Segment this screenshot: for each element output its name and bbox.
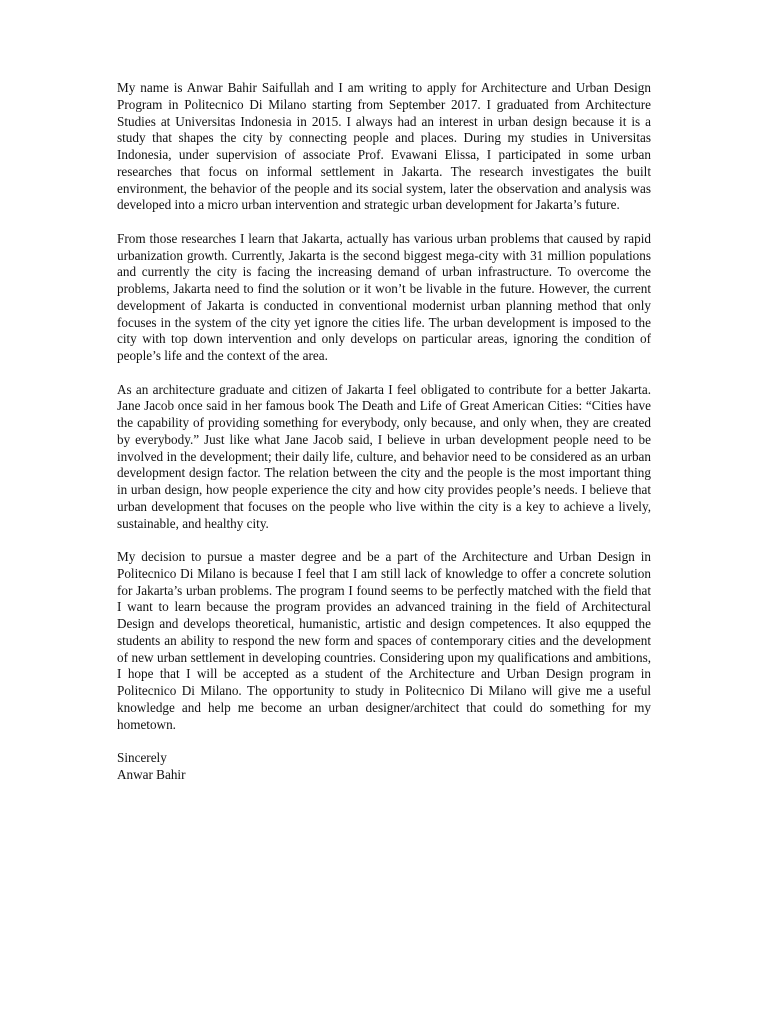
letter-closing-block xyxy=(117,750,651,784)
paragraph-program-choice: My decision to pursue a master degree and be a part of the Architecture and Urban Design in Politecnico Di Milano is because I feel that I am still lack of knowledge to offer a concrete solution for Jakarta’s urban problems. The program I found seems to be perfectly matched with the field that I want to learn because the program provides an advanced training in the field of Architectural Design and develops theoretical, humanistic, artistic and design competences. It also equpped the students an ability to respond the new form and spaces of contemporary cities and the development of new urban settlement in developing countries. Considering upon my qualifications and ambitions, I hope that I will be accepted as a student of the Architecture and Urban Design program in Politecnico Di Milano. The opportunity to study in Politecnico Di Milano will give me a useful knowledge and help me become an urban designer/architect that could do something for my hometown. xyxy=(117,549,651,732)
paragraph-introduction: My name is Anwar Bahir Saifullah and I am writing to apply for Architecture and Urban Design Program in Politecnico Di Milano starting from September 2017. I graduated from Architecture Studies at Universitas Indonesia in 2015. I always had an interest in urban design because it is a study that shapes the city by connecting people and places. During my studies in Universitas Indonesia, under supervision of associate Prof. Evawani Elissa, I participated in some urban researches that focus on informal settlement in Jakarta. The research investigates the built environment, the behavior of the people and its social system, later the observation and analysis was developed into a micro urban intervention and strategic urban development for Jakarta’s future. xyxy=(117,80,651,213)
closing-salutation: Sincerely xyxy=(117,750,167,765)
signature-name: Anwar Bahir xyxy=(117,766,186,782)
paragraph-jakarta-problems: From those researches I learn that Jakarta, actually has various urban problems that caused by rapid urbanization growth. Currently, Jakarta is the second biggest mega-city with 31 million populations and currently the city is facing the increasing demand of urban infrastructure. To overcome the problems, Jakarta need to find the solution or it won’t be livable in the future. However, the current development of Jakarta is conducted in conventional modernist urban planning method that only focuses in the system of the city yet ignore the cities life. The urban development is imposed to the city with top down intervention and only develops on particular areas, ignoring the condition of people’s life and the context of the area. xyxy=(117,230,651,363)
paragraph-motivation: As an architecture graduate and citizen of Jakarta I feel obligated to contribute for a better Jakarta. Jane Jacob once said in her famous book The Death and Life of Great American Cities: “Cities have the capability of providing something for everybody, only because, and only when, they are created by everybody.” Just like what Jane Jacob said, I believe in urban development people need to be involved in the development; their daily life, culture, and behavior need to be considered as an urban development design factor. The relation between the city and the people is the most important thing in urban design, how people experience the city and how city provides people’s needs. I believe that urban development that focuses on the people who live within the city is a key to achieve a lively, sustainable, and healthy city. xyxy=(117,381,651,531)
letter-body xyxy=(117,80,651,784)
